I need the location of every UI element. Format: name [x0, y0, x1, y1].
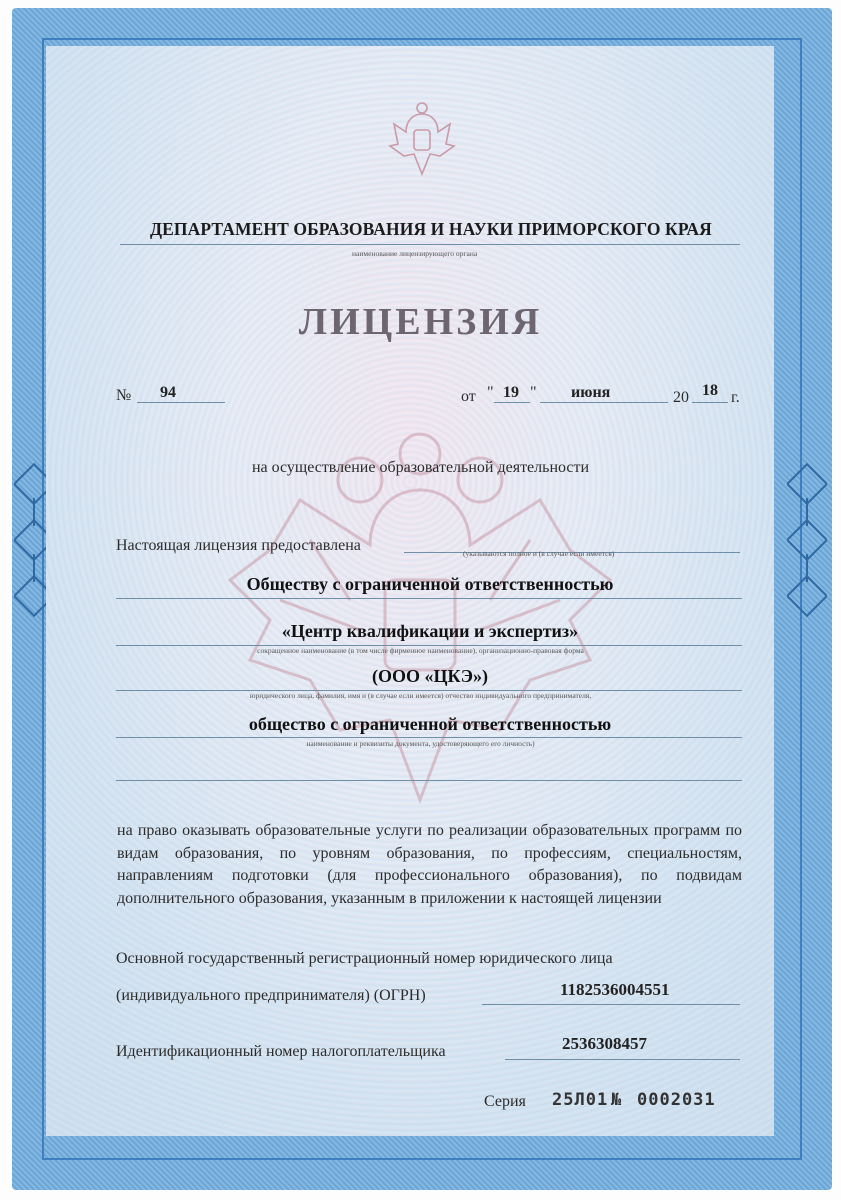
grantee-intro: Настоящая лицензия предоставлена: [116, 537, 361, 554]
grantee-caption-4: наименование и реквизиты документа, удостоверяющего его личность): [306, 739, 535, 748]
year-underline: [692, 402, 728, 403]
grantee-line-5-underline: [116, 780, 742, 781]
document-title: ЛИЦЕНЗИЯ: [298, 301, 543, 343]
date-from-label: от: [461, 388, 476, 405]
series-label: Серия: [484, 1093, 526, 1110]
number-underline: [137, 402, 225, 403]
grantee-full-name-line-1: Обществу с ограниченной ответственностью: [246, 574, 614, 594]
grantee-caption-1: (указываются полное и (в случае если имеется): [463, 549, 615, 558]
inn-underline: [505, 1059, 740, 1060]
inn-value: 2536308457: [562, 1034, 647, 1053]
coat-of-arms-small-icon: [386, 100, 458, 180]
licensing-authority-name: ДЕПАРТАМЕНТ ОБРАЗОВАНИЯ И НАУКИ ПРИМОРСКОГО КРАЯ: [150, 219, 712, 239]
series-code: 25Л01: [552, 1090, 609, 1110]
activity-text: на осуществление образовательной деятельности: [251, 459, 590, 476]
day-underline: [494, 402, 530, 403]
date-quote-close: ": [530, 384, 537, 401]
year-prefix: 20: [673, 389, 689, 406]
year-unit: г.: [731, 389, 740, 406]
grantee-caption-3: юридического лица, фамилия, имя и (в случае если имеется) отчество индивидуального предпринимателя,: [249, 691, 592, 700]
grantee-full-name-line-2: «Центр квалификации и экспертиз»: [281, 621, 579, 641]
ogrn-value: 1182536004551: [560, 980, 670, 999]
date-day: 19: [503, 384, 519, 401]
grantee-line-1-underline: [116, 598, 742, 599]
inn-label: Идентификационный номер налогоплательщика: [116, 1043, 446, 1060]
rights-paragraph: на право оказывать образовательные услуги по реализации образовательных программ по видам образования, по уровням образования, по профессиям, специальностям, направлениям подготовки (для профессионального образования), по подвидам дополнительного образования, указанным в приложении к настоящей лицензии: [117, 822, 742, 907]
license-number: 94: [160, 384, 176, 401]
right-knot-ornament: [787, 460, 827, 620]
year-suffix: 18: [702, 382, 718, 399]
ogrn-label-line-1: Основной государственный регистрационный номер юридического лица: [116, 950, 613, 967]
ogrn-underline: [482, 1004, 740, 1005]
date-quote-open: ": [487, 384, 494, 401]
series-number: 0002031: [637, 1090, 716, 1110]
authority-underline: [120, 244, 740, 245]
grantee-short-name: (ООО «ЦКЭ»): [372, 666, 488, 686]
number-label: №: [116, 387, 132, 404]
grantee-caption-2: сокращенное наименование (в том числе фирменное наименование), организационно-правовая форма: [257, 646, 584, 655]
date-month: июня: [571, 384, 611, 401]
grantee-line-4-underline: [116, 737, 742, 738]
ogrn-label-line-2: (индивидуального предпринимателя) (ОГРН): [116, 987, 426, 1004]
authority-caption: наименование лицензирующего органа: [352, 249, 478, 258]
grantee-legal-form: общество с ограниченной ответственностью: [248, 714, 612, 734]
month-underline: [540, 402, 668, 403]
series-number-sign: №: [611, 1090, 623, 1110]
